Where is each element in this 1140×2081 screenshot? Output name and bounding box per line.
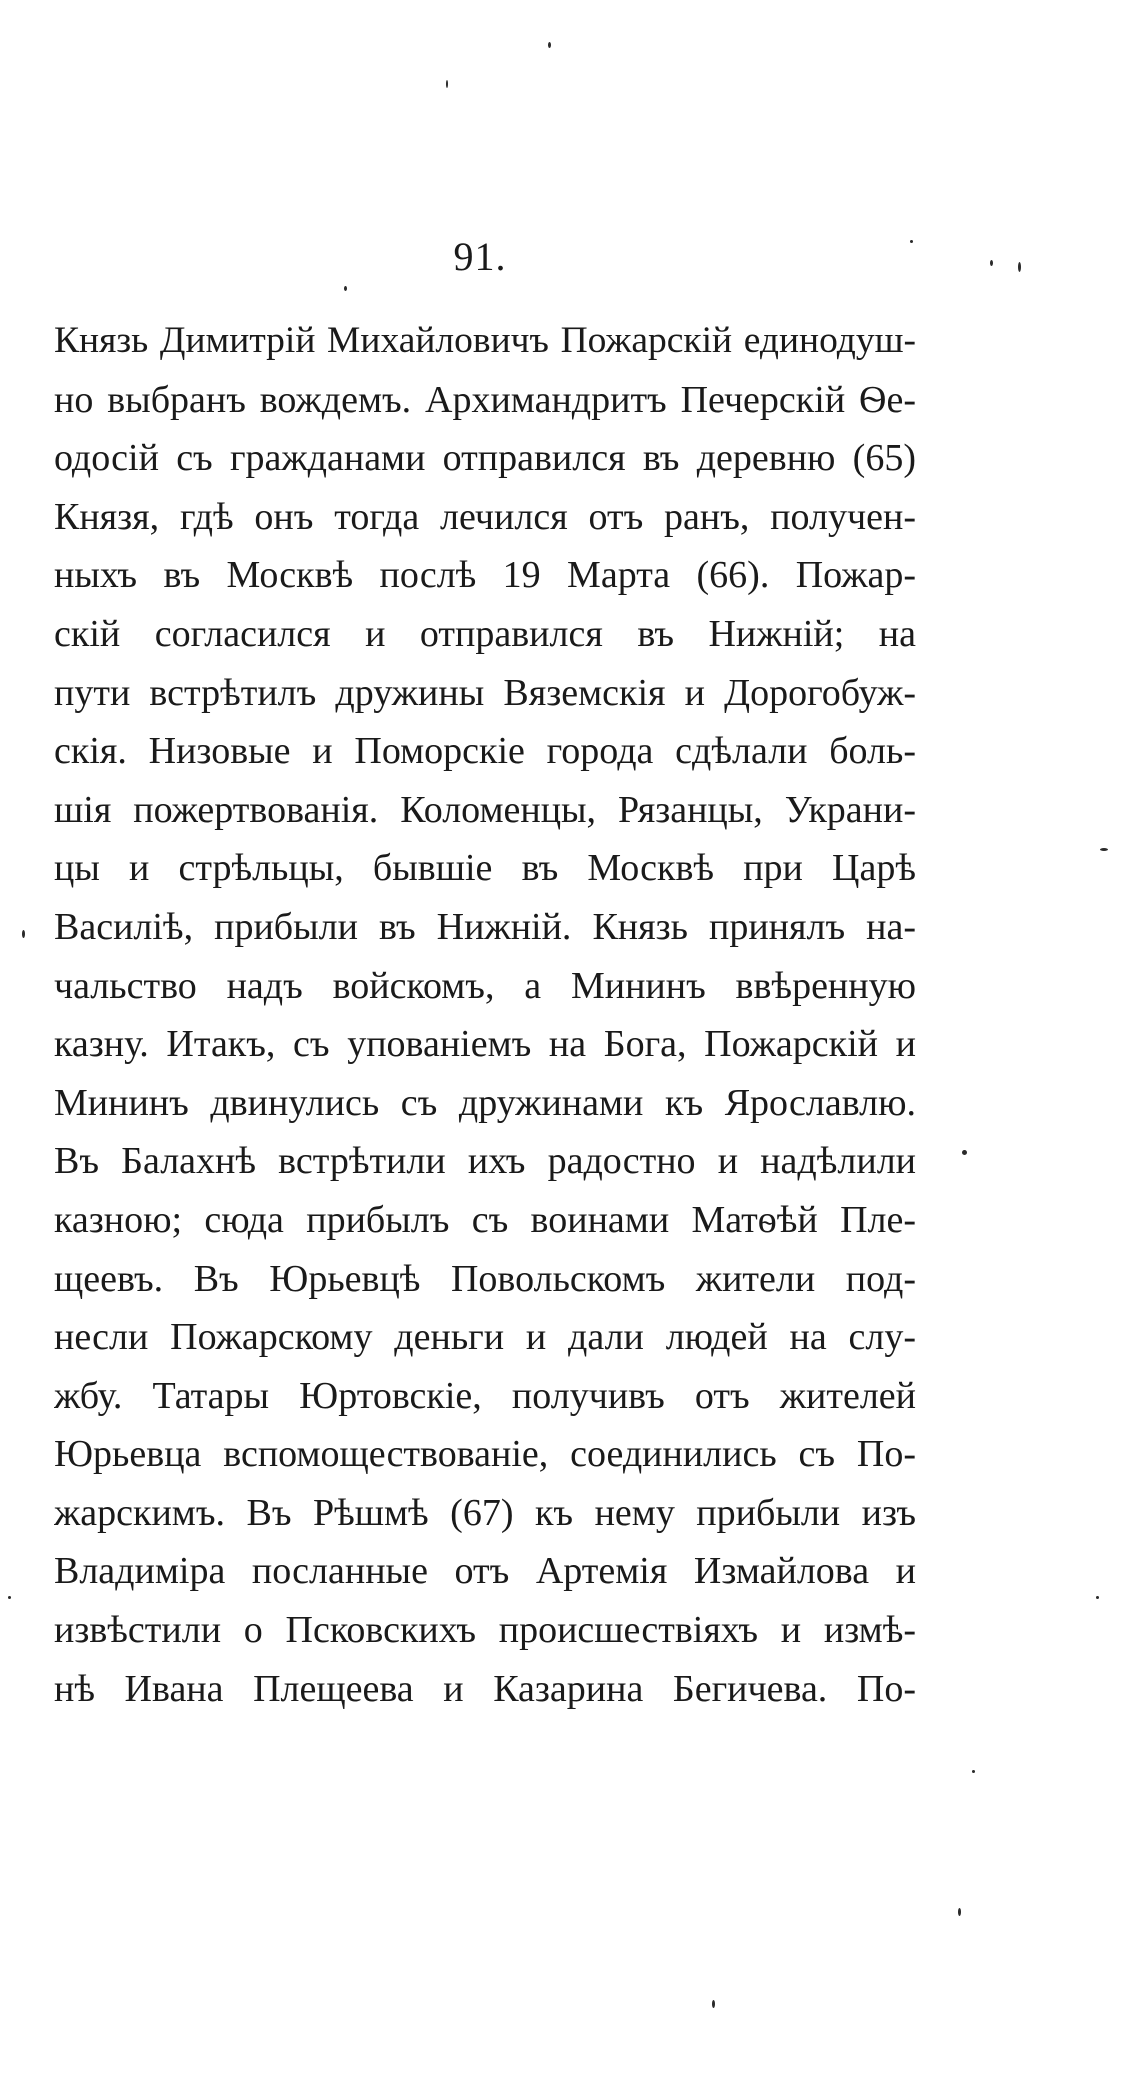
text-line: шія пожертвованія. Коломенцы, Рязанцы, Украни-	[54, 788, 916, 831]
text-line: казну. Итакъ, съ упованіемъ на Бога, Пожарскій и	[54, 1023, 916, 1066]
text-line: Владиміра посланные отъ Артемія Измайлова и	[54, 1550, 916, 1593]
text-line: пути встрѣтилъ дружины Вяземскія и Дорогобуж-	[54, 671, 916, 714]
scan-speck	[344, 286, 347, 291]
scan-speck	[962, 1150, 967, 1155]
text-line: несли Пожарскому деньги и дали людей на слу-	[54, 1316, 916, 1359]
text-line: извѣстили о Псковскихъ происшествіяхъ и измѣ-	[54, 1609, 916, 1652]
scan-speck	[958, 1908, 961, 1916]
text-line: Мининъ двинулись съ дружинами къ Ярославлю.	[54, 1081, 916, 1124]
text-line: казною; сюда прибылъ съ воинами Матѳѣй Пле-	[54, 1198, 916, 1241]
text-line: щеевъ. Въ Юрьевцѣ Повольскомъ жители под-	[54, 1257, 916, 1300]
text-line: одосій съ гражданами отправился въ деревню (65)	[54, 437, 916, 480]
page-number: 91.	[453, 234, 507, 279]
text-line: но выбранъ вождемъ. Архимандритъ Печерскій Ѳе-	[54, 378, 916, 421]
text-line: Василіѣ, прибыли въ Нижній. Князь принялъ на-	[54, 905, 916, 948]
scan-speck	[8, 1596, 11, 1599]
text-line: скія. Низовые и Поморскіе города сдѣлали боль-	[54, 730, 916, 773]
scan-speck	[446, 80, 448, 88]
text-line: жарскимъ. Въ Рѣшмѣ (67) къ нему прибыли изъ	[54, 1491, 916, 1534]
text-line: чальство надъ войскомъ, а Мининъ ввѣренную	[54, 964, 916, 1007]
scan-speck	[1018, 262, 1021, 272]
text-line: жбу. Татары Юртовскіе, получивъ отъ жителей	[54, 1374, 916, 1417]
text-line: скій согласился и отправился въ Нижній; на	[54, 612, 916, 655]
scan-speck	[712, 2000, 715, 2008]
text-line: нѣ Ивана Плещеева и Казарина Бегичева. По-	[54, 1667, 916, 1710]
scan-speck	[972, 1770, 975, 1773]
scan-speck	[1100, 848, 1108, 851]
text-line: Въ Балахнѣ встрѣтили ихъ радостно и надѣлили	[54, 1140, 916, 1183]
text-line: Князь Димитрій Михайловичъ Пожарскій единодуш-	[54, 320, 916, 361]
scan-speck	[22, 930, 25, 938]
text-line: Юрьевца вспомоществованіе, соединились съ По-	[54, 1433, 916, 1476]
scan-speck	[910, 240, 913, 243]
text-line: ныхъ въ Москвѣ послѣ 19 Марта (66). Пожар-	[54, 554, 916, 597]
scan-speck	[548, 42, 551, 48]
page-body-text	[54, 312, 916, 1718]
text-line: цы и стрѣльцы, бывшіе въ Москвѣ при Царѣ	[54, 847, 916, 890]
scan-speck	[990, 260, 993, 266]
text-line: Князя, гдѣ онъ тогда лечился отъ ранъ, получен-	[54, 495, 916, 538]
scan-speck	[1096, 1596, 1099, 1599]
